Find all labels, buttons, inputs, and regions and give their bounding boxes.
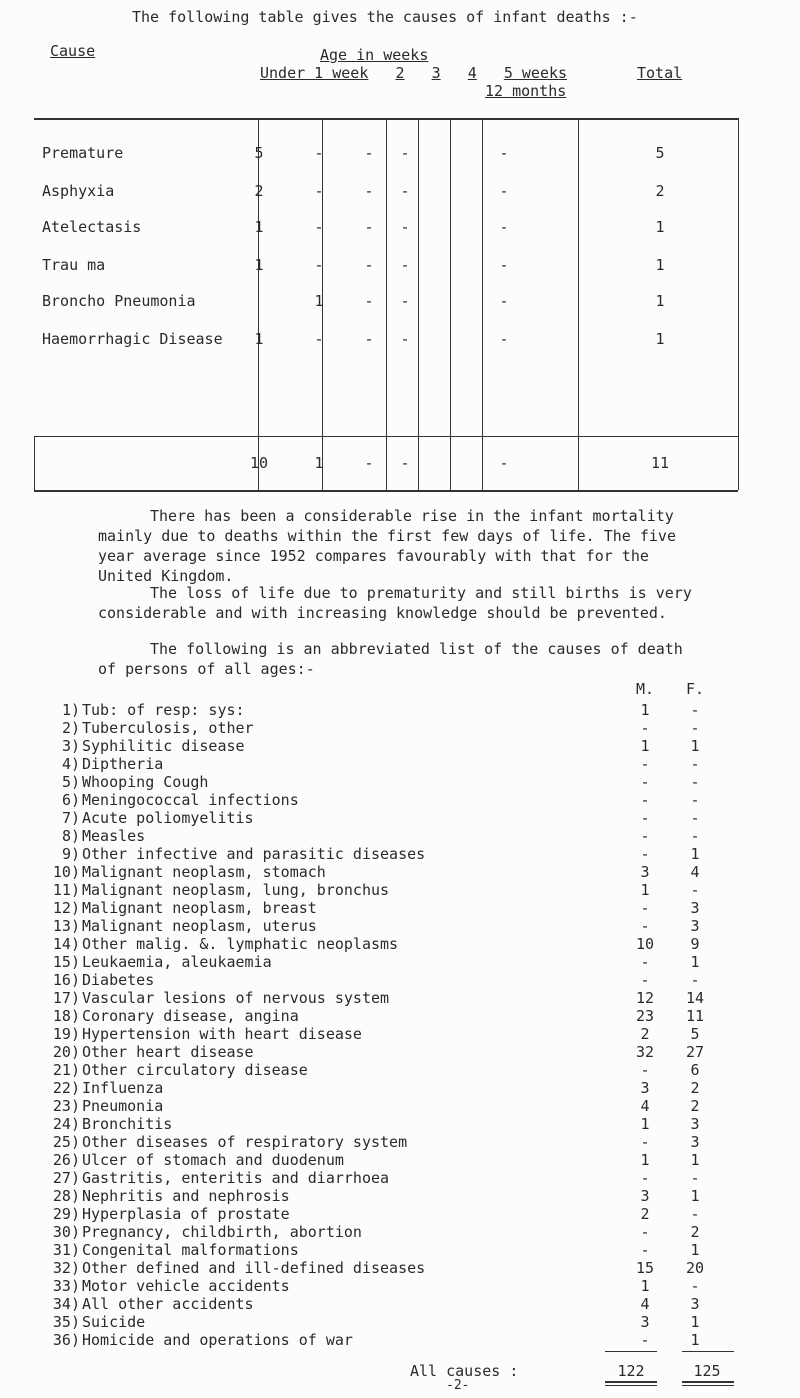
cause-male: 32 (635, 1043, 655, 1061)
column-headers (260, 64, 567, 82)
cause-row (50, 899, 700, 917)
infant-w3: - (364, 256, 374, 274)
cause-number: 8) (61, 827, 80, 845)
cause-number: 15) (52, 953, 80, 971)
cause-number: 2) (61, 719, 80, 737)
infant-total: 5 (655, 144, 665, 162)
cause-name: Vascular lesions of nervous system (82, 989, 390, 1007)
cause-name: Syphilitic disease (82, 737, 245, 755)
cause-name: Hyperplasia of prostate (82, 1205, 290, 1223)
infant-w4: - (400, 182, 410, 200)
cause-number: 32) (52, 1259, 80, 1277)
cause-male: - (640, 917, 650, 935)
infant-w2: - (314, 218, 324, 236)
cause-row (50, 1133, 700, 1151)
infant-w3: - (364, 292, 374, 310)
cause-female: 1 (690, 953, 700, 971)
cause-number: 33) (52, 1277, 80, 1295)
cause-number: 30) (52, 1223, 80, 1241)
cause-female: 14 (685, 989, 705, 1007)
cause-female: - (690, 701, 700, 719)
cause-row (50, 917, 700, 935)
infant-w3: - (364, 218, 374, 236)
col-5-weeks: 5 weeks (503, 64, 568, 82)
cause-name: Bronchitis (82, 1115, 173, 1133)
cause-row (50, 1043, 705, 1061)
cause-female: - (690, 827, 700, 845)
cause-name: Malignant neoplasm, breast (82, 899, 317, 917)
cause-row (50, 1295, 700, 1313)
cause-number: 5) (61, 773, 80, 791)
cause-female: 3 (690, 1295, 700, 1313)
cause-row (50, 755, 700, 773)
cause-male: - (640, 809, 650, 827)
cause-number: 36) (52, 1331, 80, 1349)
female-sum-rule (682, 1351, 734, 1352)
cause-male: - (640, 827, 650, 845)
cause-row (50, 863, 700, 881)
infant-w5: - (499, 292, 509, 310)
infant-total-w4: - (400, 454, 410, 472)
cause-number: 12) (52, 899, 80, 917)
cause-number: 23) (52, 1097, 80, 1115)
cause-male: - (640, 1133, 650, 1151)
cause-row (50, 1187, 700, 1205)
cause-male: 1 (640, 1115, 650, 1133)
infant-cause: Premature (42, 144, 124, 162)
cause-male: - (640, 1331, 650, 1349)
cause-number: 16) (52, 971, 80, 989)
infant-w2: 1 (314, 292, 324, 310)
cause-number: 10) (52, 863, 80, 881)
cause-female: - (690, 971, 700, 989)
cause-female: - (690, 809, 700, 827)
cause-row (50, 737, 700, 755)
infant-cause: Haemorrhagic Disease (42, 330, 223, 348)
cause-female: 1 (690, 1151, 700, 1169)
cause-number: 13) (52, 917, 80, 935)
intro-heading: The following table gives the causes of infant deaths :- (132, 8, 638, 26)
cause-row (50, 1007, 705, 1025)
cause-number: 35) (52, 1313, 80, 1331)
cause-name: Other defined and ill-defined diseases (82, 1259, 426, 1277)
cause-male: 15 (635, 1259, 655, 1277)
cause-female: 11 (685, 1007, 705, 1025)
cause-number: 27) (52, 1169, 80, 1187)
infant-w2: - (314, 144, 324, 162)
cause-female: 3 (690, 917, 700, 935)
cause-male: - (640, 1241, 650, 1259)
cause-male: - (640, 773, 650, 791)
cause-male: 1 (640, 701, 650, 719)
infant-cause: Atelectasis (42, 218, 142, 236)
female-total-rule (682, 1381, 734, 1383)
male-sum-rule (605, 1351, 657, 1352)
infant-w4: - (400, 256, 410, 274)
infant-w4: - (400, 292, 410, 310)
cause-number: 31) (52, 1241, 80, 1259)
cause-number: 18) (52, 1007, 80, 1025)
cause-number: 19) (52, 1025, 80, 1043)
cause-female: - (690, 719, 700, 737)
cause-number: 22) (52, 1079, 80, 1097)
cause-row (50, 1115, 700, 1133)
cause-row (50, 1259, 705, 1277)
table-col-line (578, 118, 579, 490)
infant-w4: - (400, 218, 410, 236)
cause-male: - (640, 1169, 650, 1187)
cause-male: - (640, 845, 650, 863)
cause-male: 1 (640, 737, 650, 755)
cause-name: Other malig. &. lymphatic neoplasms (82, 935, 399, 953)
infant-total-w3: - (364, 454, 374, 472)
infant-w5: - (499, 218, 509, 236)
cause-name: Influenza (82, 1079, 164, 1097)
cause-name: Malignant neoplasm, lung, bronchus (82, 881, 390, 899)
cause-row (50, 953, 700, 971)
cause-name: Whooping Cough (82, 773, 209, 791)
cause-name: Other circulatory disease (82, 1061, 308, 1079)
infant-cause: Asphyxia (42, 182, 115, 200)
infant-w3: - (364, 330, 374, 348)
cause-number: 21) (52, 1061, 80, 1079)
cause-name: Diptheria (82, 755, 164, 773)
cause-header: Cause (50, 42, 96, 60)
cause-female: 5 (690, 1025, 700, 1043)
cause-number: 29) (52, 1205, 80, 1223)
page-number: -2- (446, 1378, 470, 1393)
cause-number: 20) (52, 1043, 80, 1061)
cause-row (50, 809, 700, 827)
cause-name: Measles (82, 827, 146, 845)
infant-grand-total: 11 (650, 454, 670, 472)
paragraph-text: There has been a considerable rise in the infant mortality mainly due to deaths within the first few days of life. The five year average since 1952 compares favourably with that for the United Kingdom. (98, 507, 676, 585)
cause-female: - (690, 791, 700, 809)
cause-row (50, 845, 700, 863)
infant-under1: 2 (254, 182, 264, 200)
cause-male: - (640, 791, 650, 809)
cause-row (50, 1061, 700, 1079)
cause-name: Coronary disease, angina (82, 1007, 299, 1025)
cause-name: Acute poliomyelitis (82, 809, 254, 827)
cause-name: Homicide and operations of war (82, 1331, 353, 1349)
header-male: M. (635, 680, 655, 698)
cause-female: 1 (690, 845, 700, 863)
cause-female: - (690, 1169, 700, 1187)
cause-male: 2 (640, 1205, 650, 1223)
cause-number: 6) (61, 791, 80, 809)
cause-male: 3 (640, 1313, 650, 1331)
cause-name: Gastritis, enteritis and diarrhoea (82, 1169, 390, 1187)
paragraph-causes-intro (98, 639, 708, 679)
cause-male: 10 (635, 935, 655, 953)
header-female: F. (685, 680, 705, 698)
infant-w5: - (499, 144, 509, 162)
cause-female: 3 (690, 1115, 700, 1133)
cause-male: 2 (640, 1025, 650, 1043)
cause-name: Suicide (82, 1313, 146, 1331)
infant-total-w5: - (499, 454, 509, 472)
cause-row (50, 1079, 700, 1097)
cause-male: - (640, 899, 650, 917)
cause-name: Other infective and parasitic diseases (82, 845, 426, 863)
infant-total-w2: 1 (314, 454, 324, 472)
female-total-rule (682, 1385, 734, 1386)
cause-name: Pregnancy, childbirth, abortion (82, 1223, 362, 1241)
all-causes-label: All causes : (410, 1362, 519, 1380)
male-total-rule (605, 1385, 657, 1386)
cause-female: - (690, 755, 700, 773)
cause-male: 3 (640, 1187, 650, 1205)
cause-number: 34) (52, 1295, 80, 1313)
cause-row (50, 881, 700, 899)
cause-number: 28) (52, 1187, 80, 1205)
infant-total: 1 (655, 256, 665, 274)
table-bottom-border (34, 490, 738, 492)
cause-number: 1) (61, 701, 80, 719)
cause-name: Malignant neoplasm, uterus (82, 917, 317, 935)
infant-total: 1 (655, 218, 665, 236)
cause-row (50, 935, 700, 953)
infant-total-under1: 10 (249, 454, 269, 472)
cause-female: 9 (690, 935, 700, 953)
infant-w2: - (314, 330, 324, 348)
infant-w5: - (499, 182, 509, 200)
cause-male: 1 (640, 1151, 650, 1169)
cause-number: 3) (61, 737, 80, 755)
cause-name: Malignant neoplasm, stomach (82, 863, 326, 881)
cause-number: 26) (52, 1151, 80, 1169)
cause-female: 2 (690, 1079, 700, 1097)
infant-w4: - (400, 330, 410, 348)
cause-female: - (690, 1277, 700, 1295)
table-right-border (738, 118, 739, 490)
cause-male: 3 (640, 1079, 650, 1097)
cause-female: 3 (690, 1133, 700, 1151)
cause-female: 4 (690, 863, 700, 881)
cause-female: 2 (690, 1097, 700, 1115)
cause-male: 1 (640, 881, 650, 899)
infant-cause: Broncho Pneumonia (42, 292, 196, 310)
cause-male: 23 (635, 1007, 655, 1025)
cause-name: Other heart disease (82, 1043, 254, 1061)
infant-under1: 1 (254, 256, 264, 274)
cause-name: Ulcer of stomach and duodenum (82, 1151, 344, 1169)
cause-name: Tuberculosis, other (82, 719, 254, 737)
cause-female: 1 (690, 1241, 700, 1259)
paragraph-infant-mortality (98, 506, 708, 586)
table-col-line (450, 118, 451, 490)
col-12-months: 12 months (485, 82, 567, 100)
cause-name: Meningococcal infections (82, 791, 299, 809)
cause-row (50, 701, 700, 719)
col-total: Total (637, 64, 683, 82)
cause-female: 1 (690, 1331, 700, 1349)
cause-row (50, 1151, 700, 1169)
cause-row (50, 719, 700, 737)
cause-female: - (690, 773, 700, 791)
infant-w3: - (364, 144, 374, 162)
col-week-3: 3 (431, 64, 441, 82)
infant-total: 2 (655, 182, 665, 200)
cause-number: 14) (52, 935, 80, 953)
infant-under1: 1 (254, 330, 264, 348)
infant-total: 1 (655, 292, 665, 310)
cause-male: 4 (640, 1295, 650, 1313)
paragraph-text: The loss of life due to prematurity and still births is very considerable and with increasing knowledge should be prevented. (98, 584, 692, 622)
infant-under1: 1 (254, 218, 264, 236)
cause-row (50, 827, 700, 845)
cause-row (50, 791, 700, 809)
infant-cause: Trau ma (42, 256, 106, 274)
cause-name: Other diseases of respiratory system (82, 1133, 408, 1151)
cause-male: 12 (635, 989, 655, 1007)
infant-w5: - (499, 256, 509, 274)
cause-row (50, 989, 705, 1007)
infant-total: 1 (655, 330, 665, 348)
cause-row (50, 1223, 700, 1241)
cause-number: 17) (52, 989, 80, 1007)
cause-male: - (640, 719, 650, 737)
cause-name: Leukaemia, aleukaemia (82, 953, 272, 971)
cause-female: 2 (690, 1223, 700, 1241)
cause-row (50, 1097, 700, 1115)
cause-name: Diabetes (82, 971, 155, 989)
cause-male: - (640, 1061, 650, 1079)
cause-name: Nephritis and nephrosis (82, 1187, 290, 1205)
cause-row (50, 773, 700, 791)
infant-w2: - (314, 256, 324, 274)
age-in-weeks-header: Age in weeks (320, 46, 429, 64)
cause-male: - (640, 1223, 650, 1241)
cause-name: Tub: of resp: sys: (82, 701, 245, 719)
cause-female: 27 (685, 1043, 705, 1061)
cause-row (50, 1313, 700, 1331)
cause-number: 7) (61, 809, 80, 827)
infant-w2: - (314, 182, 324, 200)
cause-male: 4 (640, 1097, 650, 1115)
infant-w3: - (364, 182, 374, 200)
cause-number: 25) (52, 1133, 80, 1151)
cause-female: 1 (690, 737, 700, 755)
cause-female: 1 (690, 1313, 700, 1331)
cause-number: 4) (61, 755, 80, 773)
paragraph-prematurity (98, 583, 708, 623)
cause-row (50, 1169, 700, 1187)
cause-female: 20 (685, 1259, 705, 1277)
cause-male: 1 (640, 1277, 650, 1295)
table-col-line (258, 118, 259, 490)
cause-name: Hypertension with heart disease (82, 1025, 362, 1043)
table-left-border (34, 436, 35, 490)
cause-female: - (690, 881, 700, 899)
cause-row (50, 1241, 700, 1259)
cause-row (50, 1205, 700, 1223)
paragraph-text: The following is an abbreviated list of the causes of death of persons of all ages:- (98, 640, 683, 678)
cause-male: 3 (640, 863, 650, 881)
all-causes-male: 122 (617, 1362, 645, 1380)
cause-female: 1 (690, 1187, 700, 1205)
cause-number: 9) (61, 845, 80, 863)
cause-male: - (640, 755, 650, 773)
cause-female: 6 (690, 1061, 700, 1079)
cause-female: 3 (690, 899, 700, 917)
col-week-4: 4 (467, 64, 477, 82)
cause-number: 11) (52, 881, 80, 899)
infant-under1: 5 (254, 144, 264, 162)
all-causes-female: 125 (693, 1362, 721, 1380)
cause-name: Congenital malformations (82, 1241, 299, 1259)
male-total-rule (605, 1381, 657, 1383)
cause-row (50, 1331, 700, 1349)
col-week-2: 2 (395, 64, 405, 82)
cause-name: Motor vehicle accidents (82, 1277, 290, 1295)
infant-w4: - (400, 144, 410, 162)
cause-row (50, 971, 700, 989)
cause-female: - (690, 1205, 700, 1223)
cause-male: - (640, 971, 650, 989)
cause-row (50, 1025, 700, 1043)
col-under-1-week: Under 1 week (260, 64, 369, 82)
cause-number: 24) (52, 1115, 80, 1133)
infant-w5: - (499, 330, 509, 348)
cause-name: Pneumonia (82, 1097, 164, 1115)
cause-row (50, 1277, 700, 1295)
cause-male: - (640, 953, 650, 971)
table-col-line (386, 118, 387, 490)
cause-name: All other accidents (82, 1295, 254, 1313)
